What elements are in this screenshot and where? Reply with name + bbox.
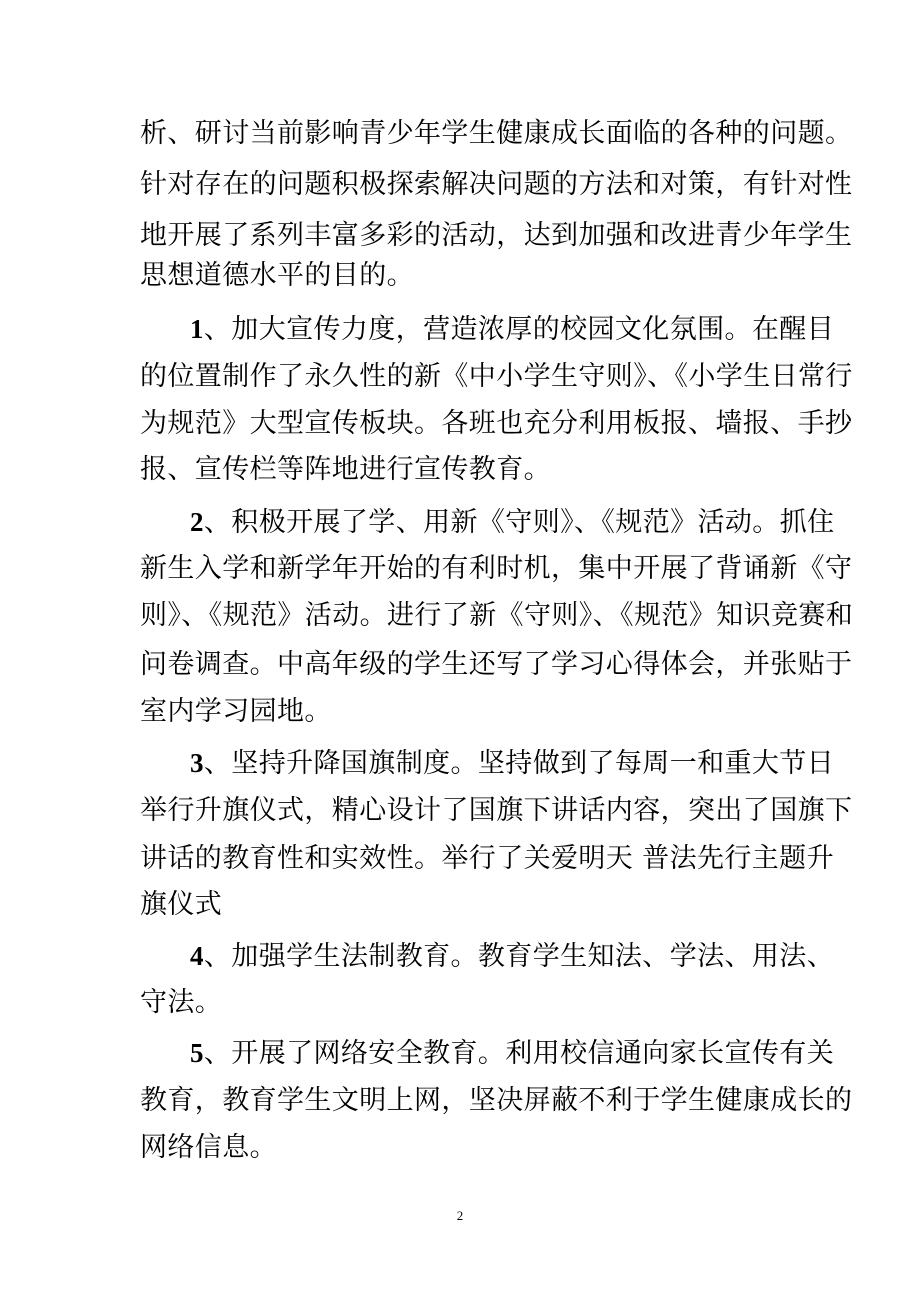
paragraph-heading-line <box>190 938 835 974</box>
text-line: 、开展了网络安全教育。利用校信通向家长宣传有关 <box>203 1038 835 1069</box>
text-line: 旗仪式 <box>140 889 223 920</box>
page-number: 2 <box>456 1208 464 1223</box>
item-number: 1 <box>190 314 204 344</box>
text-line: 、积极开展了学、用新《守则》、《规范》活动。抓住 <box>203 507 835 538</box>
text-line: 教育，教育学生文明上网，坚决屏蔽不利于学生健康成长的 <box>140 1085 853 1116</box>
text-line: 地开展了系列丰富多彩的活动，达到加强和改进青少年学生 <box>140 220 853 251</box>
paragraph-heading-line <box>190 311 835 347</box>
text-line: 举行升旗仪式，精心设计了国旗下讲话内容，突出了国旗下 <box>140 795 853 826</box>
item-number: 2 <box>190 507 204 537</box>
text-line: 新生入学和新学年开始的有利时机，集中开展了背诵新《守 <box>140 553 853 584</box>
paragraph-heading-line <box>190 1035 835 1071</box>
text-line: 、加大宣传力度，营造浓厚的校园文化氛围。在醒目 <box>203 314 835 345</box>
item-number: 4 <box>190 941 204 971</box>
text-line: 问卷调查。中高年级的学生还写了学习心得体会，并张贴于 <box>140 649 853 680</box>
text-line: 的位置制作了永久性的新《中小学生守则》、《小学生日常行 <box>140 361 853 392</box>
text-line: 报、宣传栏等阵地进行宣传教育。 <box>140 454 551 485</box>
text-line: 思想道德水平的目的。 <box>140 260 414 291</box>
text-line: 、坚持升降国旗制度。坚持做到了每周一和重大节日 <box>203 748 835 779</box>
paragraph-heading-line <box>190 504 835 540</box>
item-number: 5 <box>190 1038 204 1068</box>
text-line: 守法。 <box>140 987 223 1018</box>
paragraph-heading-line <box>190 745 835 781</box>
text-line: 为规范》大型宣传板块。各班也充分利用板报、墙报、手抄 <box>140 408 853 439</box>
text-line: 析、研讨当前影响青少年学生健康成长面临的各种的问题。 <box>140 118 853 149</box>
text-line: 讲话的教育性和实效性。举行了关爱明天 普法先行主题升 <box>140 843 834 874</box>
text-line: 网络信息。 <box>140 1132 277 1163</box>
text-line: 、加强学生法制教育。教育学生知法、学法、用法、 <box>203 941 835 972</box>
text-line: 室内学习园地。 <box>140 696 332 727</box>
item-number: 3 <box>190 748 204 778</box>
text-line: 针对存在的问题积极探索解决问题的方法和对策，有针对性 <box>140 169 853 200</box>
text-line: 则》、《规范》活动。进行了新《守则》、《规范》知识竞赛和 <box>140 600 854 631</box>
